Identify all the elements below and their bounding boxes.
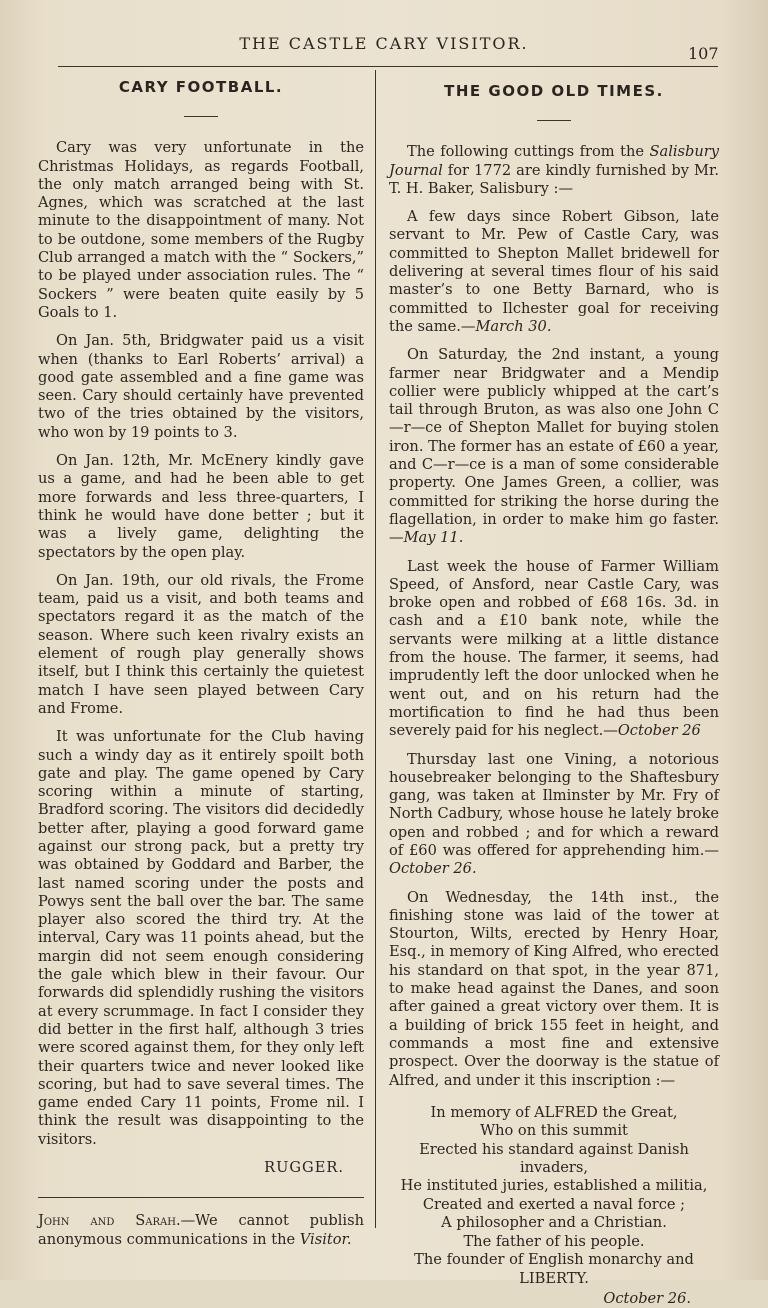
inscription-line: A philosopher and a Christian. [441, 1214, 667, 1232]
journal-name: Salisbury Journal [389, 143, 719, 179]
inscription-line: Created and exerted a naval force ; [422, 1195, 686, 1213]
cutting-date: May 11. [403, 529, 464, 547]
running-header: THE CASTLE CARY VISITOR. [239, 34, 529, 53]
inscription-line: The father of his people. [463, 1232, 645, 1250]
notice-text: —We cannot publish anonymous communications in the [38, 1212, 364, 1248]
left-column [38, 78, 364, 1259]
cutting-date: October 26. [389, 860, 477, 878]
page-number: 107 [688, 44, 719, 63]
editor-notice [38, 1212, 364, 1249]
cutting: Last week the house of Farmer William Speed, of Ansford, near Castle Cary, was broke open and robbed of £68 16s. 3d. in cash and a £10 bank note, while the servants were milking at a little distance from the house. The farmer, it seems, had imprudently left the door unlocked when he went out, and on his return had the mortification to find he had thus been severely paid for his neglect.—October 26 [389, 557, 719, 740]
cutting: On Saturday, the 2nd instant, a young farmer near Bridgwater and a Mendip collier were publicly whipped at the cart’s tail through Bruton, as was also one John C—r—ce of Shepton Mallet for buying stolen iron. The former has an estate of £60 a year, and C—r—ce is a man of some considerable property. One James Green, a collier, was committed for striking the horse during the flagellation, in order to make him go faster.—May 11. [389, 346, 719, 547]
title-rule [537, 120, 571, 121]
article-title-good-old-times: THE GOOD OLD TIMES. [444, 82, 664, 100]
paragraph: On Jan. 5th, Bridgwater paid us a visit when (thanks to Earl Roberts’ arrival) a good gate assembled and a fine game was seen. Cary should certainly have prevented two of the tries obtained by the visitors, who won by 19 points to 3. [38, 332, 364, 441]
cutting: On Wednesday, the 14th inst., the finishing stone was laid of the tower at Stourton, Wilts, erected by Henry Hoar, Esq., in memory of King Alfred, who erected his standard on that spot, in the year 871, to make head against the Danes, and soon after gained a great victory over them. It is a building of brick 155 feet in height, and commands a most fine and extensive prospect. Over the doorway is the statue of Alfred, and under it this inscription :— [389, 888, 719, 1089]
notice-names: John and Sarah. [38, 1212, 181, 1230]
right-column [389, 82, 719, 1308]
cutting-date: October 26 [617, 722, 701, 740]
cutting: Thursday last one Vining, a notorious housebreaker belonging to the Shaftesbury gang, was taken at Ilminster by Mr. Fry of North Cadbury, whose house he lately broke open and robbed ; and for which a reward of £60 was offered for apprehending him.—October 26. [389, 750, 719, 878]
paragraph: It was unfortunate for the Club having such a windy day as it entirely spoilt both gate and play. The game opened by Cary scoring within a minute of starting, Bradford scoring. The visitors did decidedly better after, playing a good forward game against our strong pack, but a pretty try was obtained by Goddard and Barber, the last named scoring under the posts and Powys sent the ball over the bar. The same player also scored the third try. At the interval, Cary was 11 points ahead, but the margin did not seem enough considering the gale which blew in their favour. Our forwards did splendidly rushing the visitors at every scrummage. In fact I consider they did better in the first half, although 3 tries were scored against them, for they only left their quarters twice and never looked like scoring, but had to save several times. The game ended Cary 11 points, Frome nil. I think the result was disappointing to the visitors. [38, 728, 364, 1148]
header-rule [58, 66, 718, 67]
inscription [389, 1104, 719, 1288]
article-signature: RUGGER. [264, 1159, 344, 1177]
inscription-line: In memory of ALFRED the Great, [430, 1103, 678, 1121]
inscription-line: He instituted juries, established a militia, [400, 1177, 708, 1195]
title-rule [184, 116, 218, 117]
notice-publication: Visitor. [299, 1230, 352, 1248]
cutting: A few days since Robert Gibson, late servant to Mr. Pew of Castle Cary, was committed to Shepton Mallet bridewell for delivering at several times flour of his said master’s to one Betty Barnard, who is committed to Ilchester goal for receiving the same.—March 30. [389, 208, 719, 335]
inscription-line: The founder of English monarchy and LIBERTY. [414, 1251, 694, 1287]
inscription-date: October 26. [603, 1289, 691, 1307]
cutting-date: March 30. [475, 317, 552, 335]
inscription-line: Who on this summit [480, 1122, 628, 1140]
intro-paragraph: The following cuttings from the Salisbury Journal for 1772 are kindly furnished by Mr. T. H. Baker, Salisbury :— [389, 143, 719, 197]
paragraph: On Jan. 12th, Mr. McEnery kindly gave us a game, and had he been able to get more forwards and less three-quarters, I think he would have done better ; but it was a lively game, delighting the spectators by the open play. [38, 452, 364, 561]
article-title-cary-football: CARY FOOTBALL. [118, 78, 284, 96]
notice-rule [38, 1197, 364, 1198]
paragraph: Cary was very unfortunate in the Christmas Holidays, as regards Football, the only match arranged being with St. Agnes, which was scratched at the last minute to the disappointment of many. Not to be outdone, some members of the Rugby Club arranged a match with the “ Sockers,” to be played under association rules. The “ Sockers ” were beaten quite easily by 5 Goals to 1. [38, 139, 364, 321]
column-divider [375, 70, 376, 1228]
inscription-line: Erected his standard against Danish invaders, [419, 1140, 689, 1177]
paragraph: On Jan. 19th, our old rivals, the Frome team, paid us a visit, and both teams and spectators regard it as the match of the season. Where such keen rivalry exists an element of rough play generally shows itself, but I think this certainly the quietest match I have seen played between Cary and Frome. [38, 571, 364, 717]
